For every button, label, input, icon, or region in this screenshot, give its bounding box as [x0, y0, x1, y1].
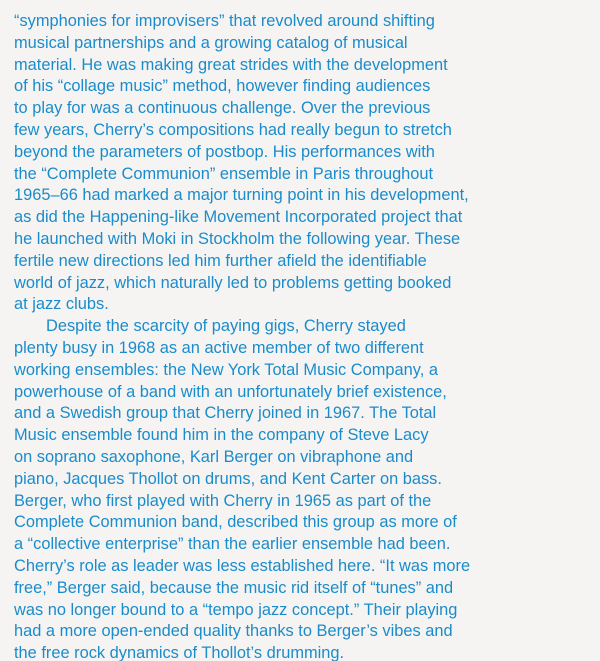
text-line: working ensembles: the New York Total Music Company, a — [14, 360, 438, 379]
text-line: of his “collage music” method, however finding audiences — [14, 77, 431, 96]
text-line: fertile new directions led him further afield the identifiable — [14, 251, 427, 270]
text-line: had a more open-ended quality thanks to Berger’s vibes and — [14, 622, 453, 641]
text-line: as did the Happening-like Movement Incorporated project that — [14, 208, 463, 227]
text-line: 1965–66 had marked a major turning point in his development, — [14, 186, 469, 205]
text-line: the free rock dynamics of Thollot’s drumming. — [14, 644, 345, 661]
text-line: piano, Jacques Thollot on drums, and Kent Carter on bass. — [14, 469, 442, 488]
text-line: on soprano saxophone, Karl Berger on vibraphone and — [14, 447, 414, 466]
text-line: few years, Cherry’s compositions had really begun to stretch — [14, 120, 452, 139]
text-line: powerhouse of a band with an unfortunately brief existence, — [14, 382, 447, 401]
text-line: “symphonies for improvisers” that revolved around shifting — [14, 12, 435, 30]
text-line: plenty busy in 1968 as an active member of two different — [14, 338, 424, 357]
text-line: beyond the parameters of postbop. His performances with — [14, 142, 435, 161]
text-line: he launched with Moki in Stockholm the following year. These — [14, 229, 461, 248]
text-line: a “collective enterprise” than the earlier ensemble had been. — [14, 535, 451, 554]
text-line: world of jazz, which naturally led to problems getting booked — [14, 273, 452, 292]
text-line: Cherry’s role as leader was less established here. “It was more — [14, 556, 471, 575]
text-line: was no longer bound to a “tempo jazz concept.” Their playing — [14, 600, 458, 619]
body-text — [14, 11, 594, 661]
text-line: Complete Communion band, described this group as more of — [14, 513, 457, 532]
paragraph-start-line: Despite the scarcity of paying gigs, Cherry stayed — [46, 317, 406, 336]
text-line: the “Complete Communion” ensemble in Paris throughout — [14, 164, 434, 183]
text-line: Berger, who first played with Cherry in 1965 as part of the — [14, 491, 432, 510]
text-line: to play for was a continuous challenge. Over the previous — [14, 99, 431, 118]
text-line: and a Swedish group that Cherry joined in 1967. The Total — [14, 404, 437, 423]
text-line: at jazz clubs. — [14, 295, 109, 314]
text-line: Music ensemble found him in the company of Steve Lacy — [14, 426, 429, 445]
text-line: musical partnerships and a growing catalog of musical — [14, 33, 408, 52]
text-line: material. He was making great strides with the development — [14, 55, 448, 74]
text-line: free,” Berger said, because the music rid itself of “tunes” and — [14, 578, 454, 597]
